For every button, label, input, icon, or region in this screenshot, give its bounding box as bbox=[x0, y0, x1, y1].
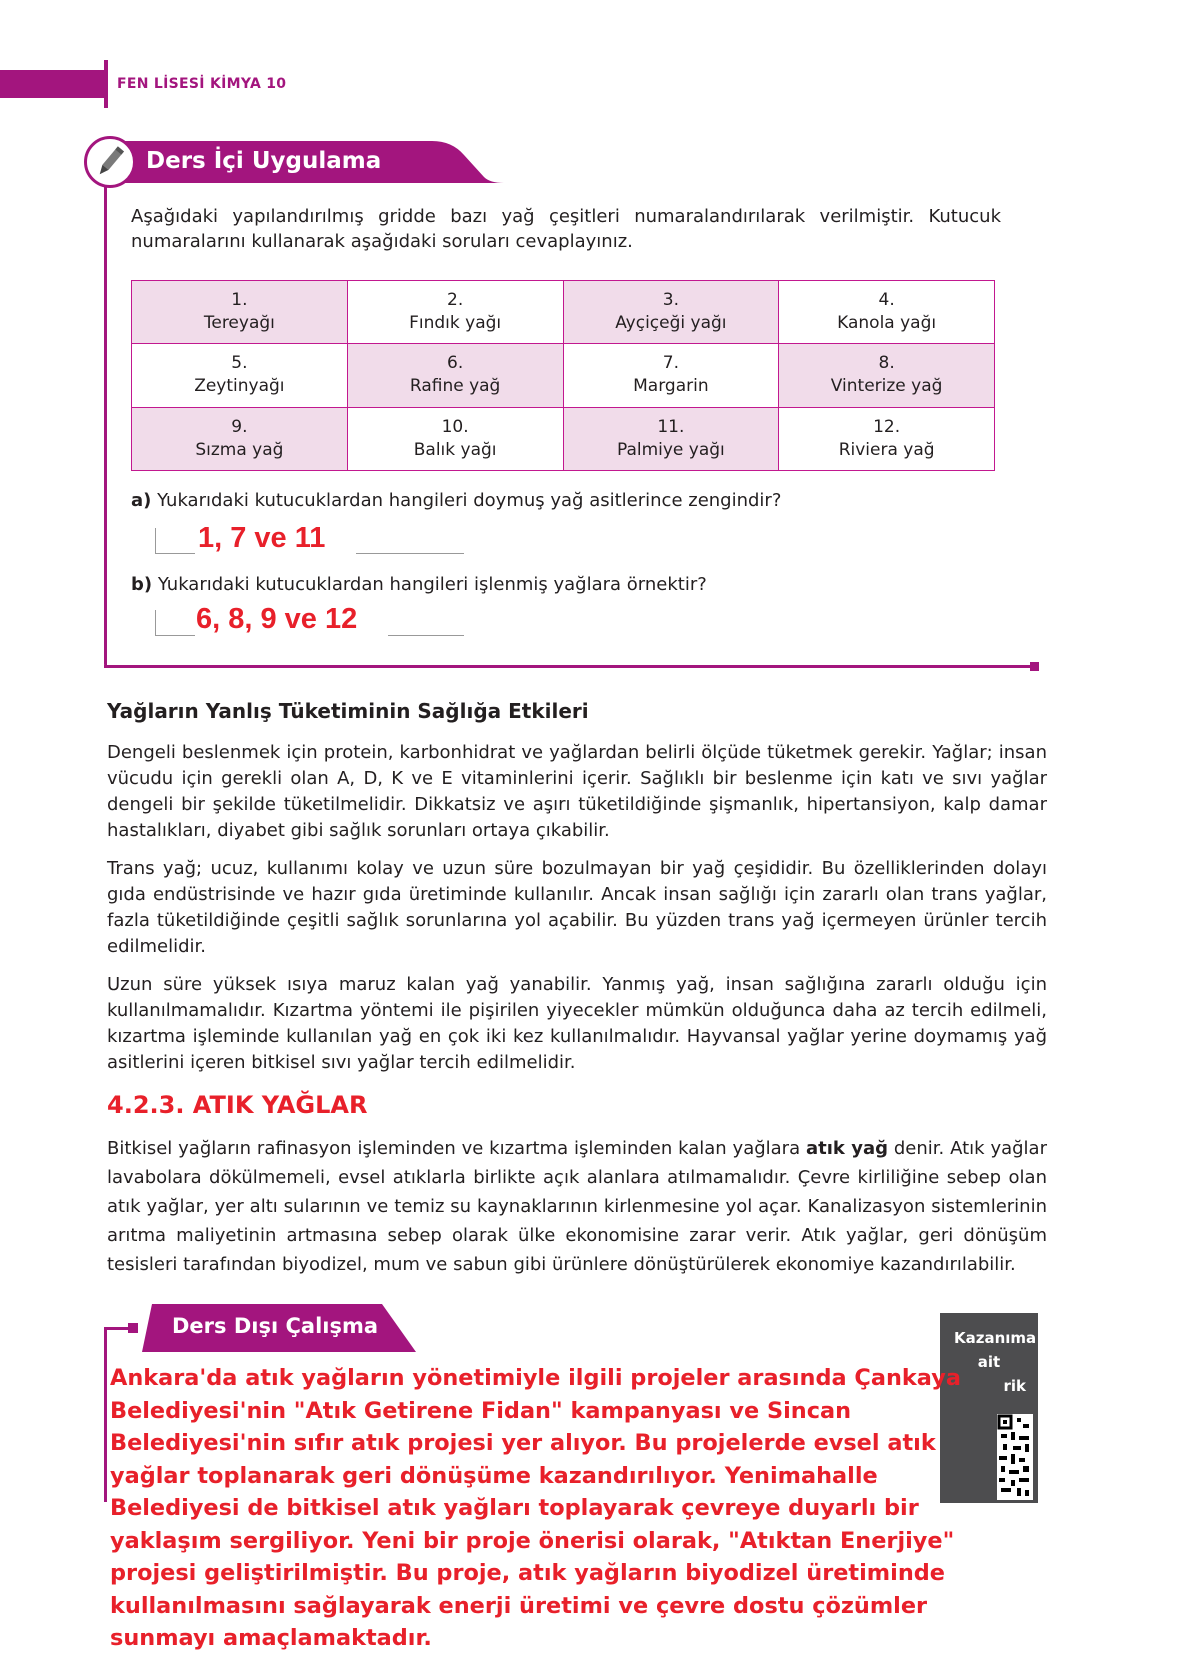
cell-name: Rafine yağ bbox=[409, 376, 501, 397]
answer-b-bracket bbox=[155, 610, 157, 636]
cell-name: Palmiye yağı bbox=[616, 439, 725, 460]
practice-frame-end-square bbox=[1030, 662, 1039, 671]
pencil-icon bbox=[87, 139, 133, 185]
practice-title: Ders İçi Uygulama bbox=[146, 148, 382, 174]
grid-cell bbox=[132, 344, 348, 407]
cell-number: 6. bbox=[447, 353, 464, 374]
cell-number: 10. bbox=[441, 416, 469, 437]
cell-name: Vinterize yağ bbox=[830, 376, 943, 397]
cell-name: Sızma yağ bbox=[195, 439, 284, 460]
oil-grid bbox=[131, 280, 995, 471]
grid-cell bbox=[563, 281, 779, 344]
cell-number: 4. bbox=[878, 290, 895, 311]
answer-a-line-right bbox=[356, 553, 464, 555]
cell-name: Kanola yağı bbox=[837, 313, 937, 334]
cell-name: Margarin bbox=[633, 376, 709, 397]
section-heading: 4.2.3. ATIK YAĞLAR bbox=[107, 1091, 368, 1119]
answer-a-bracket bbox=[155, 528, 157, 554]
cell-name: Tereyağı bbox=[203, 313, 275, 334]
answer-a-line-left bbox=[155, 553, 195, 555]
outside-title: Ders Dışı Çalışma bbox=[172, 1314, 379, 1338]
grid-cell bbox=[132, 407, 348, 470]
outside-frame-top bbox=[104, 1327, 130, 1330]
paragraph bbox=[107, 1134, 1047, 1279]
cell-number: 7. bbox=[662, 353, 679, 374]
side-panel-line: Kazanıma ait bbox=[954, 1329, 1037, 1371]
cell-number: 2. bbox=[447, 290, 464, 311]
grid-cell bbox=[563, 344, 779, 407]
answer-b-line-right bbox=[388, 635, 464, 637]
cell-name: Zeytinyağı bbox=[194, 376, 285, 397]
question-b bbox=[131, 574, 707, 595]
grid-cell bbox=[347, 344, 563, 407]
grid-row bbox=[132, 344, 995, 407]
cell-number: 5. bbox=[231, 353, 248, 374]
grid-cell bbox=[563, 407, 779, 470]
cell-number: 1. bbox=[231, 290, 248, 311]
pencil-badge bbox=[84, 136, 136, 188]
grid-cell bbox=[347, 281, 563, 344]
cell-number: 9. bbox=[231, 416, 248, 437]
paragraph-text: Bitkisel yağların rafinasyon işleminden ve kızartma işleminden kalan yağlara bbox=[107, 1138, 806, 1159]
paragraph: Trans yağ; ucuz, kullanımı kolay ve uzun süre bozulmayan bir yağ çeşididir. Bu özelliklerinden dolayı gıda endüstrisinde ve hazır gıda üretiminde kullanılır. Ancak insan sağlığı için zararlı olan trans yağlar, fazla tüketildiğinde çeşitli sağlık sorunlarına yol açabilir. Bu yüzden trans yağ içermeyen ürünler tercih edilmelidir. bbox=[107, 858, 1047, 957]
answer-b-line-left bbox=[155, 635, 195, 637]
question-b-text: Yukarıdaki kutucuklardan hangileri işlenmiş yağlara örnektir? bbox=[157, 574, 707, 595]
question-b-label: b) bbox=[131, 574, 153, 595]
side-panel-line: rik bbox=[1003, 1377, 1026, 1395]
key-term: atık yağ bbox=[805, 1138, 889, 1159]
header-accent-bar bbox=[0, 70, 104, 98]
outside-frame-square bbox=[128, 1323, 138, 1333]
practice-intro: Aşağıdaki yapılandırılmış gridde bazı yağ çeşitleri numaralandırılarak verilmiştir. Kutucuk numaralarını kullanarak aşağıdaki soruları cevaplayınız. bbox=[131, 206, 1001, 252]
grid-row bbox=[132, 407, 995, 470]
grid-cell bbox=[132, 281, 348, 344]
answer-a: 1, 7 ve 11 bbox=[198, 522, 326, 554]
grid-cell bbox=[779, 344, 995, 407]
question-a bbox=[131, 490, 781, 511]
practice-frame-left bbox=[104, 180, 107, 667]
question-a-text: Yukarıdaki kutucuklardan hangileri doymuş yağ asitlerince zengindir? bbox=[157, 490, 782, 511]
paragraph: Uzun süre yüksek ısıya maruz kalan yağ yanabilir. Yanmış yağ, insan sağlığına zararlı olduğu için kullanılmamalıdır. Kızartma yöntemi ile pişirilen yiyecekler mümkün olduğunca daha az tercih edilmeli, kızartma işleminde kullanılan yağ en çok iki kez kullanılmalıdır. Hayvansal yağlar yerine doymamış yağ asitlerini içeren bitkisel sıvı yağlar tercih edilmelidir. bbox=[107, 974, 1047, 1073]
grid-cell bbox=[779, 281, 995, 344]
grid-row bbox=[132, 281, 995, 344]
outside-frame-left bbox=[104, 1327, 107, 1502]
cell-name: Balık yağı bbox=[413, 439, 497, 460]
grid-cell bbox=[347, 407, 563, 470]
book-title: FEN LİSESİ KİMYA 10 bbox=[117, 76, 287, 92]
question-a-label: a) bbox=[131, 490, 152, 511]
practice-frame-bottom bbox=[104, 665, 1034, 668]
cell-number: 12. bbox=[873, 416, 901, 437]
paragraph: Dengeli beslenmek için protein, karbonhidrat ve yağlardan belirli ölçüde tüketmek gerekir. Yağlar; insan vücudu için gerekli olan A, D, K ve E vitaminlerini içerir. Sağlıklı bir beslenme için katı ve sıvı yağlar dengeli bir şekilde tüketilmelidir. Dikkatsiz ve aşırı tüketildiğinde şişmanlık, hipertansiyon, kalp damar hastalıkları, diyabet gibi sağlık sorunları ortaya çıkabilir. bbox=[107, 742, 1047, 841]
header-divider bbox=[104, 60, 108, 108]
cell-number: 11. bbox=[657, 416, 685, 437]
cell-name: Riviera yağ bbox=[838, 439, 935, 460]
cell-name: Ayçiçeği yağı bbox=[615, 313, 727, 334]
outside-answer: Ankara'da atık yağların yönetimiyle ilgili projeler arasında Çankaya Belediyesi'nin "Atık Getirene Fidan" kampanyası ve Sincan Belediyesi'nin sıfır atık projesi yer alıyor. Bu projelerde evsel atık yağlar toplanarak geri dönüşüme kazandırılıyor. Yenimahalle Belediyesi de bitkisel atık yağları toplayarak çevreye duyarlı bir yaklaşım sergiliyor. Yeni bir proje önerisi olarak, "Atıktan Enerjiye" projesi geliştirilmiştir. Bu proje, atık yağların biyodizel üretiminde kullanılmasını sağlayarak enerji üretimi ve çevre dostu çözümler sunmayı amaçlamaktadır. bbox=[110, 1365, 961, 1651]
cell-number: 8. bbox=[878, 353, 895, 374]
cell-name: Fındık yağı bbox=[409, 313, 502, 334]
answer-b: 6, 8, 9 ve 12 bbox=[196, 603, 358, 635]
grid-cell bbox=[779, 407, 995, 470]
cell-number: 3. bbox=[662, 290, 679, 311]
paragraph-text: denir. Atık yağlar lavabolara dökülmemeli, evsel atıklarla birlikte açık alanlara atılmamalıdır. Çevre kirliliğine sebep olan atık yağlar, yer altı sularının ve temiz su kaynaklarının kirlenmesine yol açar. Kanalizasyon sistemlerinin arıtma maliyetinin artmasına sebep olarak ülke ekonomisine zarar verir. Atık yağlar, geri dönüşüm tesisleri tarafından biyodizel, mum ve sabun gibi ürünlere dönüştürülerek ekonomiye kazandırılabilir. bbox=[107, 1138, 1047, 1275]
section-title: Yağların Yanlış Tüketiminin Sağlığa Etkileri bbox=[107, 699, 589, 723]
